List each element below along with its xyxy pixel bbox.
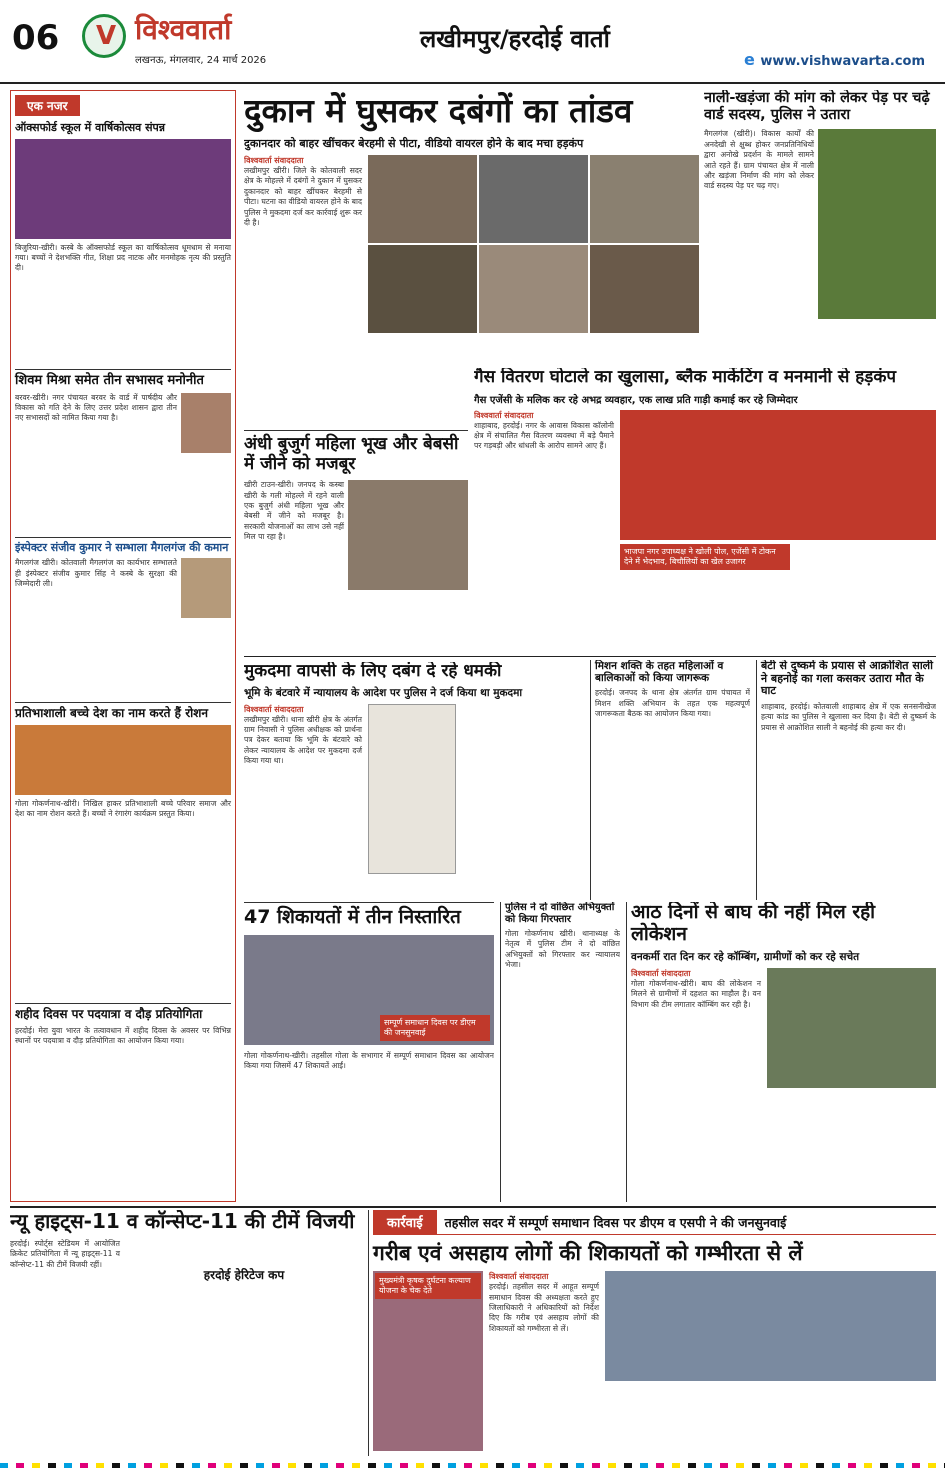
registration-mark: [240, 1463, 248, 1468]
registration-mark: [560, 1463, 568, 1468]
case-subhead: भूमि के बंटवारे में न्यायालय के आदेश पर पुलिस ने दर्ज किया था मुकदमा: [244, 686, 523, 699]
case-body: लखीमपुर खीरी। थाना खीरी क्षेत्र के अंतर्गत ग्राम निवासी ने पुलिस अधीक्षक को प्रार्थना पत्र देकर बताया कि भूमि के बंटवारे को लेकर न्यायालय के आदेश पर मुकदमा दर्ज किया गया था।: [244, 714, 362, 766]
old-woman-headline: अंधी बुजुर्ग महिला भूख और बेबसी में जीने को मजबूर: [244, 434, 459, 474]
s5-body: हरदोई। मेरा युवा भारत के तत्वावधान में शहीद दिवस के अवसर पर विभिन्न स्थानों पर पदयात्रा व दौड़ प्रतियोगिता का आयोजन किया गया।: [15, 1025, 231, 1046]
tree-body: मैगलगंज (खीरी)। विकास कार्यों की अनदेखी से क्षुब्ध होकर जनप्रतिनिधियों द्वारा अनोखे प्रदर्शन के मामले सामने आते रहते हैं। ग्राम पंचायत क्षेत्र में नाली और खड़ंजा निर्माण की मांग को लेकर वार्ड सदस्य पेड़ पर चढ़ गए।: [704, 129, 814, 191]
registration-mark: [512, 1463, 520, 1468]
lead-photo-3: [590, 155, 699, 243]
lead-photo-4: [368, 245, 477, 333]
complaints-caption: सम्पूर्ण समाधान दिवस पर डीएम की जनसुनवाई: [380, 1015, 490, 1041]
bottom-body: हरदोई। तहसील सदर में आहूत सम्पूर्ण समाधान दिवस की अध्यक्षता करते हुए जिलाधिकारी ने अधिकारियों को निर्देश दिए कि गरीब एवं असहाय लोगों की शिकायतों को गम्भीरता से लें।: [489, 1282, 599, 1333]
case-story: [244, 662, 584, 898]
case-byline: विश्ववार्ता संवाददाता: [244, 704, 304, 714]
page-number: 06: [12, 18, 60, 58]
registration-mark: [624, 1463, 632, 1468]
lead-subhead: दुकानदार को बाहर खींचकर बेरहमी से पीटा, वीडियो वायरल होने के बाद मचा हड़कंप: [244, 136, 584, 150]
tiger-photo: [767, 968, 936, 1088]
divider: [10, 1206, 936, 1208]
registration-mark: [752, 1463, 760, 1468]
complaints-body: गोला गोकर्णनाथ-खीरी। तहसील गोला के सभागार में सम्पूर्ण समाधान दिवस का आयोजन किया गया जिसमें 47 शिकायतें आईं।: [244, 1050, 494, 1071]
registration-mark: [288, 1463, 296, 1468]
registration-mark: [160, 1463, 168, 1468]
arrest-headline: पुलिस ने दो वांछित अभियुक्तों को किया गिरफ्तार: [505, 902, 615, 925]
registration-mark: [816, 1463, 824, 1468]
registration-mark: [432, 1463, 440, 1468]
website-link[interactable]: e www.vishwavarta.com: [744, 50, 925, 69]
arrest-body: गोला गोकर्णनाथ खीरी। थानाध्यक्ष के नेतृत्व में पुलिस टीम ने दो वांछित अभियुक्तों को गिरफ्तार कर न्यायालय भेजा।: [505, 929, 620, 970]
tiger-subhead: वनकर्मी रात दिन कर रहे कॉम्बिंग, ग्रामीणों को कर रहे सचेत: [631, 950, 860, 963]
registration-mark: [176, 1463, 184, 1468]
gas-cylinders-photo: [620, 410, 936, 540]
registration-mark: [48, 1463, 56, 1468]
registration-mark: [736, 1463, 744, 1468]
ek-najar-box: [10, 90, 236, 1202]
s2-headline: शिवम मिश्रा समेत तीन सभासद मनोनीत: [15, 369, 231, 389]
s4-body: गोला गोकर्णनाथ-खीरी। निखिल हाकर प्रतिभाशाली बच्चे परिवार समाज और देश का नाम रोशन करते हैं। बच्चों ने रंगारंग कार्यक्रम प्रस्तुत किया।: [15, 799, 231, 819]
case-document-photo: [368, 704, 456, 874]
cricket-headline: न्यू हाइट्स-11 व कॉन्सेप्ट-11 की टीमें विजयी: [10, 1210, 355, 1233]
mission-headline: मिशन शक्ति के तहत महिलाओं व बालिकाओं को किया जागरूक: [595, 660, 724, 685]
dateline: लखनऊ, मंगलवार, 24 मार्च 2026: [135, 55, 267, 66]
registration-mark: [864, 1463, 872, 1468]
mission-story: [590, 660, 750, 900]
tiger-byline: विश्ववार्ता संवाददाता: [631, 968, 691, 978]
registration-mark: [80, 1463, 88, 1468]
complaints-headline: 47 शिकायतों में तीन निस्तारित: [244, 906, 461, 928]
gas-caption: भाजपा नगर उपाध्यक्ष ने खोली पोल, एजेंसी में टोकन देने में भेदभाव, बिचौलियों का खेल उजागर: [620, 544, 790, 570]
registration-mark: [272, 1463, 280, 1468]
bottom-photo-2: [605, 1271, 936, 1381]
registration-mark: [400, 1463, 408, 1468]
registration-mark: [208, 1463, 216, 1468]
lead-photo-5: [479, 245, 588, 333]
registration-mark: [656, 1463, 664, 1468]
s3-portrait: [181, 558, 231, 618]
registration-mark: [304, 1463, 312, 1468]
registration-marks: [0, 1458, 945, 1473]
s4-headline: प्रतिभाशाली बच्चे देश का नाम करते हैं रोशन: [15, 702, 231, 721]
registration-mark: [112, 1463, 120, 1468]
cricket-story: [10, 1210, 362, 1456]
daughter-body: शाहाबाद, हरदोई। कोतवाली शाहाबाद क्षेत्र में एक सनसनीखेज हत्या कांड का पुलिस ने खुलासा कर दिया है। बेटी से दुष्कर्म के प्रयास से आक्रोशित साली ने बहनोई की हत्या कर दी।: [761, 701, 936, 732]
divider: [244, 656, 936, 657]
s3-headline: इंस्पेक्टर संजीव कुमार ने सम्भाला मैगलगंज की कमान: [15, 537, 231, 555]
bottom-caption: मुख्यमंत्री कृषक दुर्घटना कल्याण योजना के चेक देते: [375, 1273, 481, 1299]
color-registration-strip: [0, 1458, 945, 1473]
registration-mark: [368, 1463, 376, 1468]
complaints-story: [244, 902, 494, 1202]
registration-mark: [912, 1463, 920, 1468]
box-title: एक नजर: [15, 95, 80, 116]
lead-photo-grid: [368, 155, 699, 346]
registration-mark: [928, 1463, 936, 1468]
registration-mark: [224, 1463, 232, 1468]
gas-story: [474, 368, 936, 650]
case-headline: मुकदमा वापसी के लिए दबंग दे रहे धमकी: [244, 662, 502, 681]
tiger-body: गोला गोकर्णनाथ-खीरी। बाघ की लोकेशन न मिलने से ग्रामीणों में दहशत का माहौल है। वन विभाग की टीम लगातार कॉम्बिंग कर रही है।: [631, 978, 761, 1009]
bottom-strip: तहसील सदर में सम्पूर्ण समाधान दिवस पर डीएम व एसपी ने की जनसुनवाई: [444, 1214, 787, 1230]
registration-mark: [832, 1463, 840, 1468]
registration-mark: [464, 1463, 472, 1468]
registration-mark: [576, 1463, 584, 1468]
s1-headline: ऑक्सफोर्ड स्कूल में वार्षिकोत्सव संपन्न: [15, 121, 166, 134]
s2-body: बरवर-खीरी। नगर पंचायत बरवर के वार्ड में पार्षदीय और विकास को गति देने के लिए उत्तर प्रदेश शासन द्वारा तीन नए सभासदों को नामित किया गया है।: [15, 392, 177, 423]
old-woman-story: [244, 430, 468, 650]
brand-name: विश्ववार्ता: [135, 13, 232, 46]
gas-byline: विश्ववार्ता संवाददाता: [474, 410, 534, 420]
daughter-story: [756, 660, 936, 900]
registration-mark: [704, 1463, 712, 1468]
tree-headline: नाली-खड़ंजा की मांग को लेकर पेड़ पर चढ़े वार्ड सदस्य, पुलिस ने उतारा: [704, 90, 930, 123]
s5-headline: शहीद दिवस पर पदयात्रा व दौड़ प्रतियोगिता: [15, 1003, 231, 1022]
brand-logo-icon: [82, 14, 126, 58]
registration-mark: [480, 1463, 488, 1468]
bottom-photo: [373, 1271, 483, 1451]
registration-mark: [800, 1463, 808, 1468]
cricket-subhead: हरदोई हेरिटेज कप: [203, 1268, 285, 1282]
registration-mark: [128, 1463, 136, 1468]
complaints-photo: [244, 935, 494, 1045]
registration-mark: [880, 1463, 888, 1468]
s1-body: बिजुरिया-खीरी। कस्बे के ऑक्सफोर्ड स्कूल का वार्षिकोत्सव धूमधाम से मनाया गया। बच्चों ने देशभक्ति गीत, शिक्षा प्रद नाटक और मनमोहक नृत्य की प्रस्तुति दी।: [15, 242, 231, 273]
tree-protest-story: [704, 90, 936, 360]
arrest-story: [500, 902, 620, 1202]
lead-byline: विश्ववार्ता संवाददाता: [244, 155, 304, 165]
registration-mark: [32, 1463, 40, 1468]
registration-mark: [320, 1463, 328, 1468]
registration-mark: [592, 1463, 600, 1468]
lead-headline: दुकान में घुसकर दबंगों का तांडव: [244, 92, 633, 130]
old-woman-photo: [348, 480, 468, 590]
registration-mark: [0, 1463, 8, 1468]
registration-mark: [416, 1463, 424, 1468]
mission-body: हरदोई। जनपद के थाना क्षेत्र अंतर्गत ग्राम पंचायत में मिशन शक्ति अभियान के तहत एक महत्वपूर्ण जागरूकता बैठक का आयोजन किया गया।: [595, 688, 750, 718]
registration-mark: [528, 1463, 536, 1468]
registration-mark: [896, 1463, 904, 1468]
registration-mark: [144, 1463, 152, 1468]
cricket-body-1: हरदोई। स्पोर्ट्स स्टेडियम में आयोजित क्रिकेट प्रतियोगिता में न्यू हाइट्स-11 व कॉन्सेप्ट-11 की टीमें विजयी रहीं।: [10, 1239, 120, 1269]
tiger-headline: आठ दिनों से बाघ की नहीं मिल रही लोकेशन: [631, 902, 876, 945]
s2-portrait: [181, 393, 231, 453]
registration-mark: [720, 1463, 728, 1468]
bottom-byline: विश्ववार्ता संवाददाता: [489, 1272, 549, 1282]
lead-photo-6: [590, 245, 699, 333]
s4-photo: [15, 725, 231, 795]
bottom-story: [368, 1210, 936, 1456]
registration-mark: [544, 1463, 552, 1468]
lead-photo-1: [368, 155, 477, 243]
lead-photo-2: [479, 155, 588, 243]
registration-mark: [784, 1463, 792, 1468]
tree-photo: [818, 129, 936, 319]
registration-mark: [64, 1463, 72, 1468]
action-tag: कार्रवाई: [373, 1210, 437, 1234]
registration-mark: [640, 1463, 648, 1468]
registration-mark: [768, 1463, 776, 1468]
s3-body: मैगलगंज खीरी। कोतवाली मैगलगंज का कार्यभार सम्भालते ही इंस्पेक्टर संजीव कुमार सिंह ने कस्बे के सुरक्षा की जिम्मेदारी ली।: [15, 558, 177, 589]
old-woman-body: खीरी टाउन-खीरी। जनपद के कस्बा खीरी के गली मोहल्ले में रहने वाली एक बुजुर्ग अंधी महिला भूख और बेबसी में जीने को मजबूर है। सरकारी योजनाओं का लाभ उसे नहीं मिल पा रहा है।: [244, 480, 344, 542]
registration-mark: [848, 1463, 856, 1468]
gas-body: शाहाबाद, हरदोई। नगर के आवास विकास कॉलोनी क्षेत्र में संचालित गैस वितरण व्यवस्था में बड़े पैमाने पर गड़बड़ी और धांधली के आरोप सामने आए हैं।: [474, 420, 614, 451]
gas-subhead: गैस एजेंसी के मलिक कर रहे अभद्र व्यवहार, एक लाख प्रति गाड़ी कमाई कर रहे जिम्मेदार: [474, 394, 798, 406]
section-title: लखीमपुर/हरदोई वार्ता: [420, 25, 610, 53]
registration-mark: [352, 1463, 360, 1468]
registration-mark: [384, 1463, 392, 1468]
lead-body: लखीमपुर खीरी। जिले के कोतवाली सदर क्षेत्र के मोहल्ले में दबंगों ने दुकान में घुसकर दुकानदार को बाहर खींचकर बेरहमी से पीटा। घटना का वीडियो वायरल होने के बाद पुलिस ने मुकदमा दर्ज कर कार्रवाई शुरू कर दी है।: [244, 165, 363, 227]
registration-mark: [448, 1463, 456, 1468]
tiger-story: [626, 902, 936, 1202]
registration-mark: [16, 1463, 24, 1468]
registration-mark: [672, 1463, 680, 1468]
registration-mark: [496, 1463, 504, 1468]
daughter-headline: बेटी से दुष्कर्म के प्रयास से आक्रोशित साली ने बहनोई का गला कसकर उतारा मौत के घाट: [761, 660, 933, 698]
registration-mark: [96, 1463, 104, 1468]
bottom-headline: गरीब एवं असहाय लोगों की शिकायतों को गम्भीरता से लें: [373, 1241, 803, 1265]
s1-photo: [15, 139, 231, 239]
registration-mark: [192, 1463, 200, 1468]
registration-mark: [256, 1463, 264, 1468]
registration-mark: [688, 1463, 696, 1468]
gas-headline: गैस वितरण घोटाले का खुलासा, ब्लैक मार्केटिंग व मनमानी से हड़कंप: [474, 368, 897, 387]
registration-mark: [608, 1463, 616, 1468]
masthead: [0, 0, 945, 84]
registration-mark: [336, 1463, 344, 1468]
